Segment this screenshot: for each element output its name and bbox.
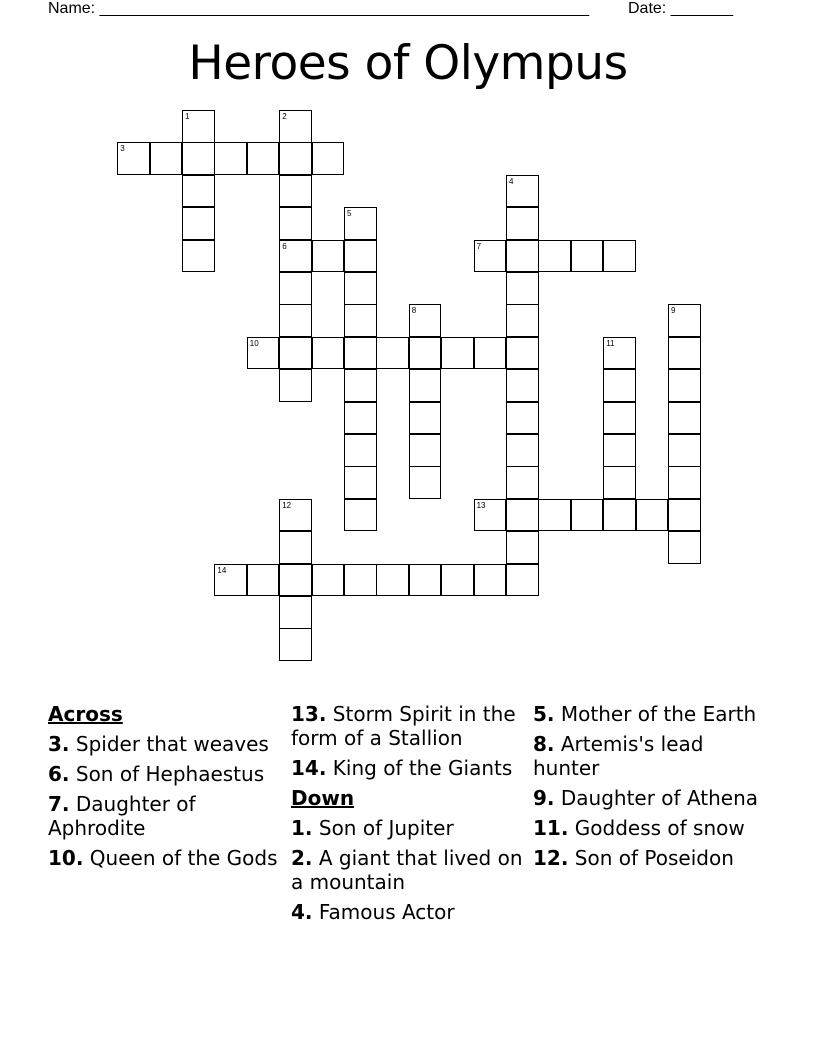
grid-cell[interactable] <box>117 142 150 175</box>
clue-number: 8. <box>533 732 555 756</box>
grid-cell[interactable] <box>182 142 215 175</box>
name-field[interactable]: Name: _______________________________________________________ <box>48 0 589 17</box>
grid-cell[interactable] <box>571 499 604 532</box>
clue-number: 3. <box>48 732 70 756</box>
grid-cell[interactable] <box>409 337 442 370</box>
grid-cell[interactable] <box>668 304 701 337</box>
grid-cell[interactable] <box>344 564 377 597</box>
grid-cell[interactable] <box>344 369 377 402</box>
grid-cell[interactable] <box>182 175 215 208</box>
grid-cell[interactable] <box>506 337 539 370</box>
grid-cell[interactable] <box>409 564 442 597</box>
clue-down-5 <box>533 702 773 726</box>
grid-cell[interactable] <box>279 337 312 370</box>
grid-cell[interactable] <box>247 142 280 175</box>
grid-cell[interactable] <box>344 304 377 337</box>
clue-down-2 <box>291 846 529 894</box>
grid-cell[interactable] <box>474 240 507 273</box>
clue-down-1 <box>291 816 529 840</box>
clue-text: Famous Actor <box>318 900 455 924</box>
grid-cell[interactable] <box>279 499 312 532</box>
grid-cell[interactable] <box>344 466 377 499</box>
clue-number: 10. <box>48 846 84 870</box>
grid-cell[interactable] <box>474 499 507 532</box>
clue-text: Artemis's lead hunter <box>533 732 704 780</box>
puzzle-title: Heroes of Olympus <box>188 36 628 91</box>
grid-cell[interactable] <box>312 337 345 370</box>
grid-cell[interactable] <box>279 628 312 661</box>
grid-cell[interactable] <box>506 531 539 564</box>
cell-number: 2 <box>282 112 287 121</box>
grid-cell[interactable] <box>182 207 215 240</box>
cell-number: 11 <box>606 338 615 348</box>
clue-number: 14. <box>291 756 327 780</box>
grid-cell[interactable] <box>538 240 571 273</box>
date-field[interactable]: Date: _______ <box>628 0 733 17</box>
grid-cell[interactable] <box>279 369 312 402</box>
clue-text: Spider that weaves <box>75 732 269 756</box>
clue-number: 12. <box>533 846 569 870</box>
clue-across-14 <box>291 756 529 780</box>
grid-cell[interactable] <box>409 304 442 337</box>
clue-text: Daughter of Athena <box>560 786 759 810</box>
clue-number: 2. <box>291 846 313 870</box>
grid-cell[interactable] <box>603 466 636 499</box>
clue-number: 6. <box>48 762 70 786</box>
grid-cell[interactable] <box>150 142 183 175</box>
cell-number: 3 <box>120 144 125 154</box>
grid-cell[interactable] <box>279 564 312 597</box>
grid-cell[interactable] <box>603 369 636 402</box>
clue-text: Storm Spirit in the form of a Stallion <box>291 702 516 750</box>
grid-cell[interactable] <box>376 564 409 597</box>
grid-cell[interactable] <box>214 564 247 597</box>
grid-cell[interactable] <box>506 304 539 337</box>
clue-text: A giant that lived on a mountain <box>291 846 523 894</box>
grid-cell[interactable] <box>344 402 377 435</box>
clue-number: 1. <box>291 816 313 840</box>
cell-number: 4 <box>509 176 514 186</box>
grid-cell[interactable] <box>474 337 507 370</box>
grid-cell[interactable] <box>312 564 345 597</box>
grid-cell[interactable] <box>668 531 701 564</box>
grid-cell[interactable] <box>506 272 539 305</box>
grid-cell[interactable] <box>279 207 312 240</box>
grid-cell[interactable] <box>279 272 312 305</box>
clue-text: Son of Hephaestus <box>75 762 265 786</box>
grid-cell[interactable] <box>571 240 604 273</box>
grid-cell[interactable] <box>506 434 539 467</box>
clue-column-3 <box>533 702 773 876</box>
clue-number: 5. <box>533 702 555 726</box>
grid-cell[interactable] <box>636 499 669 532</box>
clue-text: Son of Jupiter <box>318 816 454 840</box>
grid-cell[interactable] <box>506 466 539 499</box>
clue-across-10 <box>48 846 283 870</box>
cell-number: 7 <box>476 241 482 251</box>
grid-cell[interactable] <box>668 499 701 532</box>
cell-number: 1 <box>185 112 190 121</box>
clue-number: 11. <box>533 816 569 840</box>
grid-cell[interactable] <box>344 337 377 370</box>
grid-cell[interactable] <box>279 531 312 564</box>
grid-cell[interactable] <box>182 240 215 273</box>
clue-across-13 <box>291 702 529 750</box>
grid-cell[interactable] <box>409 434 442 467</box>
clue-across-6 <box>48 762 283 786</box>
grid-cell[interactable] <box>279 596 312 629</box>
clue-text: Daughter of Aphrodite <box>48 792 196 840</box>
cell-number: 14 <box>217 565 227 575</box>
grid-cell[interactable] <box>603 240 636 273</box>
grid-cell[interactable] <box>279 304 312 337</box>
clue-text: Queen of the Gods <box>89 846 278 870</box>
clue-down-11 <box>533 816 773 840</box>
grid-cell[interactable] <box>344 272 377 305</box>
grid-cell[interactable] <box>344 499 377 532</box>
across-heading: Across <box>48 702 123 726</box>
grid-cell[interactable] <box>506 175 539 208</box>
grid-cell[interactable] <box>506 499 539 532</box>
grid-cell[interactable] <box>506 564 539 597</box>
clue-number: 7. <box>48 792 70 816</box>
cell-number: 6 <box>282 241 287 251</box>
grid-cell[interactable] <box>603 402 636 435</box>
grid-cell[interactable] <box>668 434 701 467</box>
grid-cell[interactable] <box>247 564 280 597</box>
grid-cell[interactable] <box>506 369 539 402</box>
clue-text: King of the Giants <box>332 756 513 780</box>
clue-text: Mother of the Earth <box>560 702 757 726</box>
clue-column-2 <box>291 702 529 930</box>
grid-cell[interactable] <box>603 499 636 532</box>
grid-cell[interactable] <box>474 564 507 597</box>
clue-across-3 <box>48 732 283 756</box>
grid-cell[interactable] <box>182 110 215 143</box>
grid-cell[interactable] <box>603 337 636 370</box>
grid-cell[interactable] <box>344 434 377 467</box>
grid-cell[interactable] <box>344 240 377 273</box>
grid-cell[interactable] <box>279 142 312 175</box>
cell-number: 8 <box>411 306 417 316</box>
clue-number: 4. <box>291 900 313 924</box>
grid-cell[interactable] <box>279 110 312 143</box>
down-heading: Down <box>291 786 355 810</box>
clue-column-1 <box>48 702 283 876</box>
grid-cell[interactable] <box>247 337 280 370</box>
cell-number: 5 <box>347 209 352 219</box>
grid-cell[interactable] <box>506 240 539 273</box>
grid-cell[interactable] <box>312 142 345 175</box>
cell-number: 10 <box>249 338 259 348</box>
clue-down-8 <box>533 732 773 780</box>
grid-cell[interactable] <box>279 175 312 208</box>
clue-down-9 <box>533 786 773 810</box>
grid-cell[interactable] <box>441 564 474 597</box>
grid-cell[interactable] <box>409 402 442 435</box>
grid-cell[interactable] <box>441 337 474 370</box>
grid-cell[interactable] <box>668 402 701 435</box>
grid-cell[interactable] <box>603 434 636 467</box>
grid-cell[interactable] <box>409 466 442 499</box>
grid-cell[interactable] <box>538 499 571 532</box>
grid-cell[interactable] <box>668 466 701 499</box>
clue-text: Son of Poseidon <box>574 846 734 870</box>
clue-down-4 <box>291 900 529 924</box>
clue-across-7 <box>48 792 283 840</box>
grid-cell[interactable] <box>312 240 345 273</box>
clue-number: 13. <box>291 702 327 726</box>
grid-cell[interactable] <box>409 369 442 402</box>
grid-cell[interactable] <box>506 402 539 435</box>
clue-number: 9. <box>533 786 555 810</box>
cell-number: 13 <box>476 500 486 510</box>
clue-text: Goddess of snow <box>574 816 745 840</box>
clue-down-12 <box>533 846 773 870</box>
grid-cell[interactable] <box>279 240 312 273</box>
cell-number: 12 <box>282 500 292 510</box>
cell-number: 9 <box>671 306 676 316</box>
grid-cell[interactable] <box>668 337 701 370</box>
grid-cell[interactable] <box>506 207 539 240</box>
grid-cell[interactable] <box>668 369 701 402</box>
grid-cell[interactable] <box>214 142 247 175</box>
grid-cell[interactable] <box>376 337 409 370</box>
grid-cell[interactable] <box>344 207 377 240</box>
